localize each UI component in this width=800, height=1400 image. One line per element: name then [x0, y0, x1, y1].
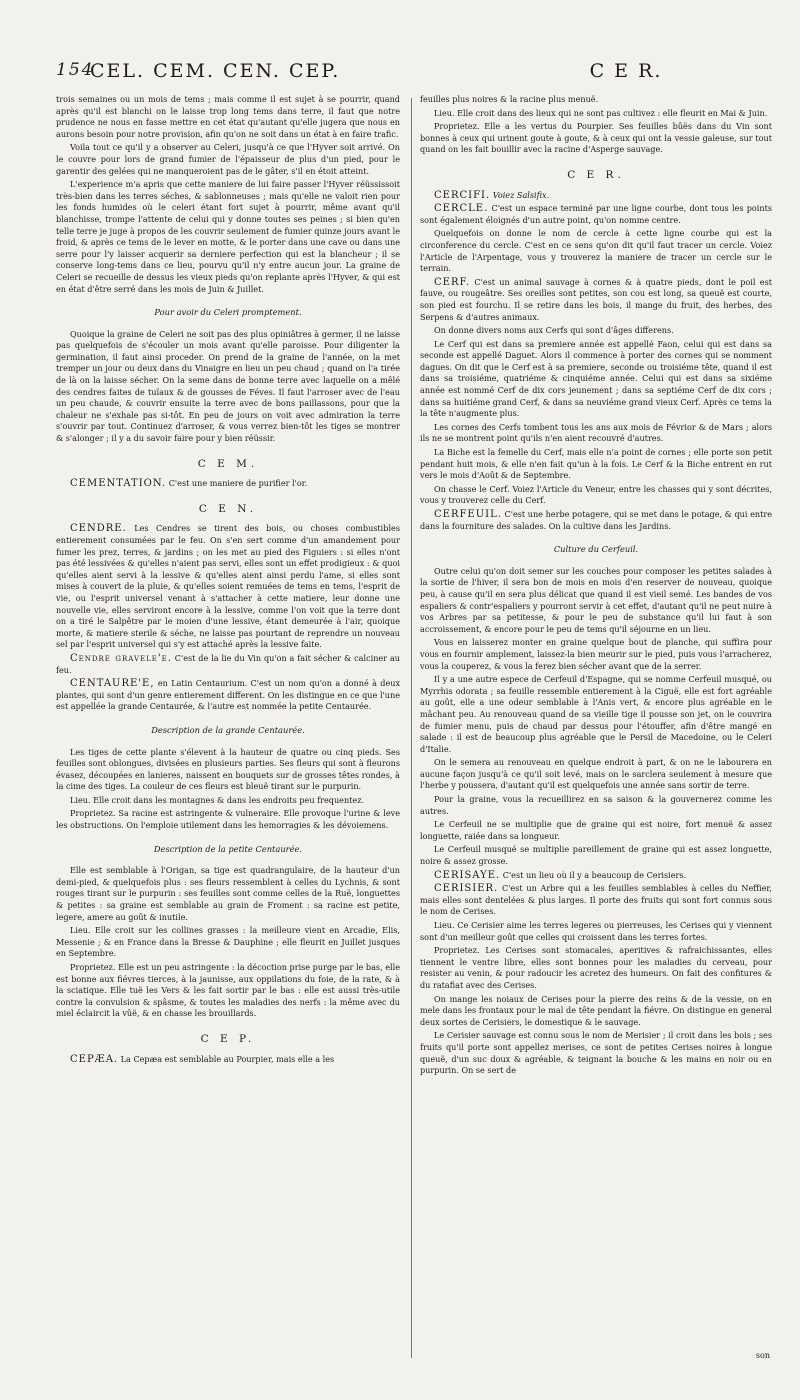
paragraph: Elle est semblable à l'Origan, sa tige est quadrangulaire, de la hauteur d'un demi-pied, & quelquefois plus : ses fleurs ressemblent à celles du Lychnis, & sont rouges tirant sur le purpurin : ses feuilles sont comme celles de la Ruë, longuettes & petites : sa graine est semblable au grain de Froment : sa racine est petite, legere, amere au goût & inutile.	[56, 865, 400, 922]
paragraph: Outre celui qu'on doit semer sur les couches pour composer les petites salades à la sortie de l'hiver, il sera bon de mois en mois d'en reserver de nouveau, quoique peu, à cause qu'il en sera plus délicat que quand il est vieil semé. Les bandes de vos espaliers & contr'espaliers y pourront servir à cet effet, d'autant qu'il ne peut nuire à vos Arbres par sa petitesse, & pour le peu de substance qu'il lui faut à son accroissement, & encore pour le peu de tems qu'il séjourne en un lieu.	[420, 565, 772, 634]
section-heading: C E P.	[200, 1032, 256, 1045]
entry-cerisier	[420, 883, 772, 918]
headword: CEMENTATION.	[70, 478, 167, 490]
section-heading: C E N.	[198, 502, 258, 515]
paragraph: Le Cerf qui est dans sa premiere année est appellé Faon, celui qui est dans sa seconde est appellé Daguet. Alors il commence à porter des cornes qui se nomment dagues. On dit que le Cerf est à sa premiere, seconde ou troisiéme tête, quand il est dans sa troisiéme, quatriéme & cinquiéme année. Celui qui est dans sa sixiéme année est nommé Cerf de dix cors jeunement ; dans sa septiéme Cerf de dix cors ; dans sa huitiéme grand Cerf, & dans sa neuviéme grand vieux Cerf. Après ce tems la la tête n'augmente plus.	[420, 338, 772, 419]
left-column	[56, 94, 400, 1067]
paragraph: Proprietez. Elle est un peu astringente : la décoction prise purge par le bas, elle est bonne aux fiévres tierces, à la jaunisse, aux oppilations du foie, de la rate, & à la sciatique. Elle tuë les Vers & les fait sortir par le bas : elle est aussi très-utile contre la convulsion & spâsme, & toutes les maladies des nerfs : la même avec du miel éclaircit la vûë, & en chasse les brouillards.	[56, 962, 400, 1019]
entry-cercifi	[420, 190, 772, 202]
paragraph: trois semaines ou un mois de tems ; mais comme il est sujet à se pourrir, quand après qu'il est blanchi on le laisse trop long tems dans terre, il faut que notre prudence ne nous en fasse mettre en cet état qu'autant qu'elle jugera que nous en aurons besoin pour notre provision, afin qu'on ne soit dans un état à en faire trafic.	[56, 94, 400, 139]
paragraph: Les cornes des Cerfs tombent tous les ans aux mois de Févrior & de Mars ; alors ils ne se montrent point qu'ils n'en aient recouvré d'autres.	[420, 421, 772, 444]
entry-text: C'est un lieu où il y a beaucoup de Cerisiers.	[502, 869, 687, 880]
paragraph: Le Cerfeuil musqué se multiplie pareillement de graine qui est assez longuette, noire & assez grosse.	[420, 844, 772, 867]
paragraph: Proprietez. Les Cerises sont stomacales, aperitives & rafraichissantes, elles tiennent le ventre libre, elles sont bonnes pour les maladies du cerveau, pour resister au venin, & pour radoucir les acretez des humeurs. On fait des confitures & du ratafiat avec des Cerises.	[420, 945, 772, 990]
entry-text: C'est un Arbre qui a les feuilles semblables à celles du Neffier, mais elles sont dentelées & plus larges. Il porte des fruits qui sont fort connus sous le nom de Cerises.	[420, 883, 772, 917]
paragraph: Lieu. Ce Cerisier aime les terres legeres ou pierreuses, les Cerises qui y viennent sont d'un meilleur goût que celles qui croissent dans les terres fortes.	[420, 920, 772, 942]
paragraph: Les tiges de cette plante s'élevent à la hauteur de quatre ou cinq pieds. Ses feuilles sont oblongues, divisées en plusieurs parties. Ses fleurs qui sont à fleurons évasez, découpées en lanieres, naissent en bouquets sur de grosses têtes rondes, à la cime des tiges. La couleur de ces fleurs est bleuë tirant sur le purpurin.	[56, 746, 400, 792]
entry-cepaea	[56, 1054, 400, 1066]
right-column	[420, 94, 772, 1079]
subheading: Description de la grande Centaurée.	[151, 724, 305, 735]
entry-text: C'est un animal sauvage à cornes & à quatre pieds, dont le poil est fauve, ou rougeâtre. Ses oreilles sont petites, son cou est long, sa queuë est courte, son pied est fourchu. Il se retire dans les bois, il mange du fruit, des herbes, des Serpens & d'autres animaux.	[420, 276, 772, 322]
paragraph: La Biche est la femelle du Cerf, mais elle n'a point de cornes ; elle porte son petit pendant huit mois, & elle n'en fait qu'un à la fois. Le Cerf & la Biche entrent en rut vers le mois d'Août & de Septembre.	[420, 447, 772, 481]
entry-cerf	[420, 277, 772, 323]
paragraph: Proprietez. Elle a les vertus du Pourpier. Ses feuilles bûës dans du Vin sont bonnes à ceux qui urinent goute à goute, & à ceux qui ont la vessie galeuse, sur tout quand on les fait bouillir avec la racine d'Asperge sauvage.	[420, 121, 772, 155]
paragraph: Le Cerfeuil ne se multiplie que de graine qui est noire, fort menuë & assez longuette, raiée dans sa longueur.	[420, 819, 772, 841]
paragraph: L'experience m'a apris que cette maniere de lui faire passer l'Hyver réüssissoit très-bien dans les terres séches, & sablonneuses ; mais qu'elle ne valoit rien pour les fonds humides où le celeri étant fort sujet à pourrir, même avant qu'il blanchisse, trompe l'attente de celui qui y donne toutes ses peines ; si bien qu'en telle terre je juge à propos de les couvrir seulement de fumier quinze jours avant le froid, & après ce tems de le lever en motte, & le porter dans une cave ou dans une serre pour l'y laisser acquerir sa derniere perfection qui est la blancheur ; il se conserve long-tems dans ce lieu, pourvu qu'il n'y entre aucun jour. La graine de Celeri se recueille de dessus les vieux pieds qu'on replante après l'Hyver, & qui est en état d'être serré dans les mois de Juin & Juillet.	[56, 179, 400, 294]
paragraph: Lieu. Elle croit sur les collines grasses : la meilleure vient en Arcadie, Elis, Messenie ; & en France dans la Bresse & Dauphine ; elle fleurit en Juillet jusques en Septembre.	[56, 925, 400, 959]
entry-text: C'est une herbe potagere, qui se met dans le potage, & qui entre dans la fourniture des salades. On la cultive dans les Jardins.	[420, 509, 772, 531]
headword: Cendre gravele'e.	[70, 652, 172, 664]
entry-cementation	[56, 478, 400, 490]
entry-cerfeuil	[420, 509, 772, 532]
section-heading: C E M.	[197, 457, 259, 470]
subheading: Description de la petite Centaurée.	[153, 843, 303, 854]
entry-text: Voiez Salsifix.	[492, 189, 550, 200]
paragraph: Pour la graine, vous la recueillirez en sa saison & la gouvernerez comme les autres.	[420, 794, 772, 816]
paragraph: Proprietez. Sa racine est astringente & vulneraire. Elle provoque l'urine & leve les obstructions. On l'emploie utilement dans les hemorragies & les dévoiemens.	[56, 808, 400, 831]
headword: CERFEUIL.	[434, 509, 502, 520]
subheading: Pour avoir du Celeri promptement.	[154, 307, 302, 318]
entry-centauree	[56, 678, 400, 713]
catchword: son	[755, 1351, 770, 1360]
paragraph: feuilles plus noires & la racine plus menuë.	[420, 94, 599, 104]
paragraph: On chasse le Cerf. Voiez l'Article du Veneur, entre les chasses qui y sont décrites, vous y trouverez celle du Cerf.	[420, 483, 772, 506]
headword: CEPÆA.	[70, 1053, 119, 1065]
paragraph: Quoique la graine de Celeri ne soit pas des plus opiniâtres à germer, il ne laisse pas quelquefois de s'écouler un mois avant qu'elle paroisse. Pour diligenter la germination, il faut ainsi proceder. On prend de la graine de l'année, on la met tremper un jour ou deux dans du Vinaigre en lieu un peu chaud ; quand on l'a tirée de là on la laisse sécher. On la seme dans de bonne terre avec laquelle on a mêlé des cendres faites de tuïaux & de gousses de Féves. Il faut l'arroser avec de l'eau un peu chaude, & couvrir ensuite la terre avec de bons paillassons, pour que la chaleur ne s'exhale pas si-tôt. En peu de jours on voit avec admiration la terre s'ouvrir par tout. Continuez d'arroser, & vous verrez bien-tôt les tiges se montrer & s'alonger ; il y a du savoir faire pour y bien réüssir.	[56, 328, 400, 444]
entry-text: en Latin Centaurium. C'est un nom qu'on a donné à deux plantes, qui sont d'un genre entierement different. On les distingue en ce que l'une est appellée la grande Centaurée, & l'autre est nommée la petite Centaurée.	[56, 678, 401, 712]
paragraph: Le Cerisier sauvage est connu sous le nom de Merisier ; il croit dans les bois ; ses fruits qu'il porte sont appellez merises, ce sont de petites Cerises noires à longue queuë, d'un suc doux & agréable, & teignant la bouche & les mains en noir ou en purpurin. On se sert de	[420, 1030, 772, 1076]
entry-cendre-gravelee	[56, 653, 400, 676]
paragraph: Quelquefois on donne le nom de cercle à cette ligne courbe qui est la circonference du cercle. C'est en ce sens qu'on dit qu'il faut tracer un cercle. Voiez l'Article de l'Arpentage, vous y trouverez la maniere de tracer un cercle sur le terrain.	[420, 228, 772, 274]
entry-text: C'est un espace terminé par une ligne courbe, dont tous les points sont également éloignés d'un autre point, qu'on nomme centre.	[420, 203, 772, 225]
entry-text: C'est de la lie du Vin qu'on a fait sécher & calciner au feu.	[56, 652, 400, 675]
entry-text: Les Cendres se tirent des bois, ou choses combustibles entierement consumées par le feu. On s'en sert comme d'un amandement pour fumer les prez, terres, & jardins ; on les met au pied des Figuiers : si elles n'ont pas été lessivées & qu'elles n'aient pas servi, elles sont un effet prodigieux : & quoi qu'elles aient servi à la lessive & qu'elles aient ainsi perdu l'ame, si elles sont mises à couvert de la pluie, & qu'elles soient remuées de tems en tems, l'esprit de vie, ou l'esprit universel venant à s'attacher à cette matiere, leur donne une nouvelle vie, elles serviront encore à la lessive, comme l'on voit que la terre dont on a tiré le Salpêtre par le moien d'une lessive, étant demeurée à l'air, quoique morte, & matiere sterile & séche, ne laisse pas pourtant de reprendre un nouveau sel par l'esprit universel qui s'y est attaché après la lessive faite.	[56, 523, 400, 650]
paragraph: Voila tout ce qu'il y a observer au Celeri, jusqu'à ce que l'Hyver soit arrivé. On le couvre pour lors de grand fumier de l'épaisseur de plus d'un pied, pour le garentir des gelées qui ne manqueroient pas de le gâter, s'il en étoit atteint.	[56, 142, 400, 176]
entry-text: C'est une maniere de purifier l'or.	[168, 478, 308, 489]
entry-cerisaye	[420, 870, 772, 882]
paragraph: On donne divers noms aux Cerfs qui sont d'âges differens.	[434, 325, 674, 336]
subheading: Culture du Cerfeuil.	[553, 544, 639, 555]
entry-cercle	[420, 203, 772, 226]
column-divider	[411, 98, 412, 1358]
left-running-title: CEL. CEM. CEN. CEP.	[90, 60, 341, 82]
paragraph: Lieu. Elle croit dans les montagnes & dans les endroits peu frequentez.	[70, 794, 365, 805]
paragraph: Il y a une autre espece de Cerfeuil d'Espagne, qui se nomme Cerfeuil musqué, ou Myrrhis odorata ; sa feuille ressemble entierement à la Ciguë, elle est fort agréable au goût, elle a une odeur semblable à l'Anis vert, & encore plus agréable en le mâchant peu. Au renouveau quand de sa vieille tige il pousse son jet, on le couvrira de fumier menu, puis de chaud par dessus pour l'étouffer, afin d'être mangé en salade : il est de beaucoup plus agréable que le Persil de Macedoine, ou le Celeri d'Italie.	[420, 674, 772, 754]
headword: CERCLE.	[434, 203, 489, 215]
right-running-title: C E R.	[589, 60, 663, 82]
entry-cendre	[56, 523, 400, 651]
headword: CERISAYE.	[434, 869, 501, 881]
paragraph: On le semera au renouveau en quelque endroit à part, & on ne le labourera en aucune façon jusqu'à ce qu'il soit levé, mais on le sarclera seulement à mesure que l'herbe y poussera, d'autant qu'il est quelquefois une année sans sortir de terre.	[420, 757, 772, 791]
page-number: 154	[56, 60, 95, 80]
paragraph: On mange les noiaux de Cerises pour la pierre des reins & de la vessie, on en mele dans les frontaux pour le mal de tête pendant la fiévre. On distingue en general deux sortes de Cerisiers, le domestique & le sauvage.	[420, 993, 772, 1027]
headword: CERISIER.	[434, 883, 499, 895]
headword: CERCIFI.	[434, 189, 491, 201]
headword: CENDRE.	[70, 523, 127, 535]
headword: CENTAURE'E,	[70, 678, 155, 690]
paragraph: Lieu. Elle croit dans des lieux qui ne sont pas cultivez : elle fleurit en Mai & Juin.	[434, 107, 768, 118]
running-head	[56, 60, 770, 90]
entry-text: La Cepæa est semblable au Pourpier, mais elle a les	[120, 1053, 335, 1064]
paragraph: Vous en laisserez monter en graine quelque bout de planche, qui suffira pour vous en fournir amplement, laissez-la bien meurir sur le pied, puis vous l'arracherez, vous la couperez, & vous la ferez bien sécher avant que de la serrer.	[420, 637, 772, 671]
section-heading: C E R.	[567, 168, 625, 181]
headword: CERF.	[434, 276, 471, 288]
